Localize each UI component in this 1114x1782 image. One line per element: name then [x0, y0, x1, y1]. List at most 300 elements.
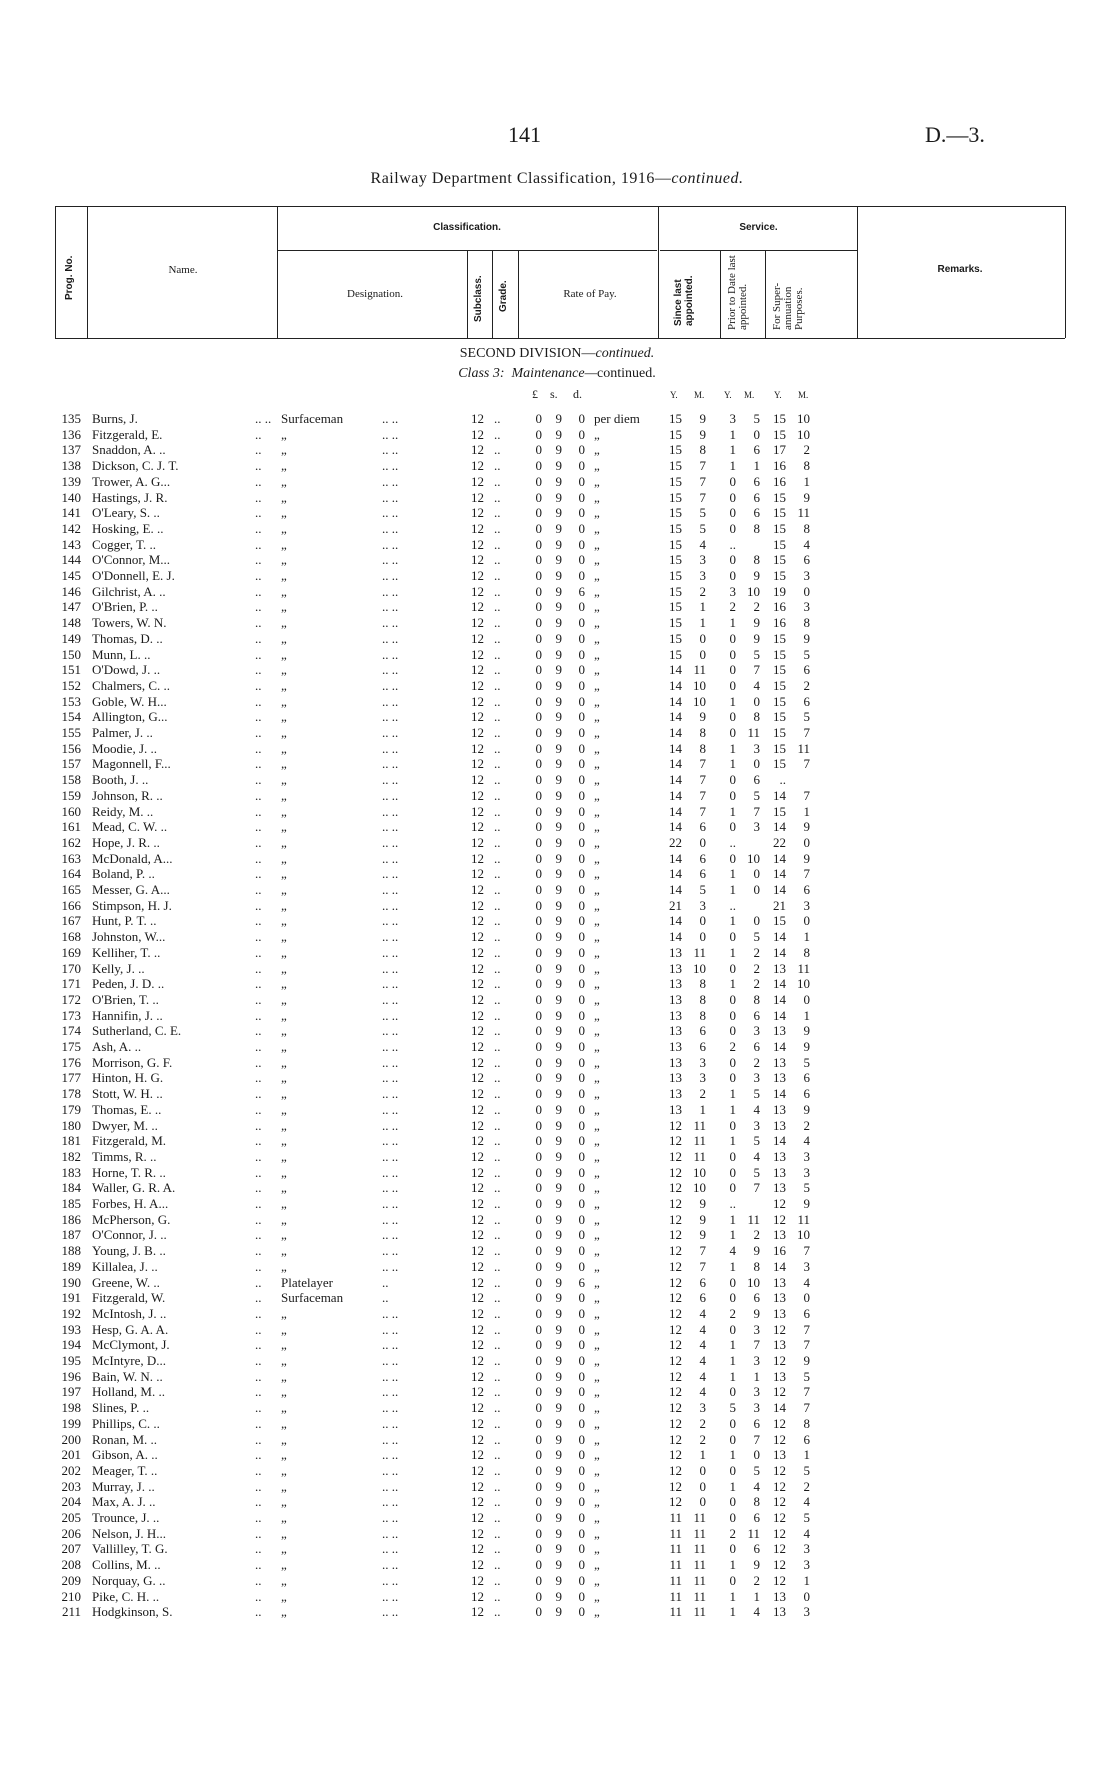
super-months: 6 — [803, 1305, 810, 1321]
super-years: 15 — [773, 646, 786, 662]
pay-pence: 0 — [578, 1447, 585, 1463]
pay-pounds: 0 — [535, 677, 542, 693]
subclass: 12 — [471, 1007, 484, 1023]
since-months: 4 — [699, 1368, 706, 1384]
pay-pence: 0 — [578, 913, 585, 929]
pay-pounds: 0 — [535, 630, 542, 646]
table-row — [0, 1023, 1114, 1038]
pay-pence: 0 — [578, 1384, 585, 1400]
prior-months: 3 — [753, 1384, 760, 1400]
table-row — [0, 1604, 1114, 1619]
pay-period: „ — [594, 1557, 600, 1573]
subclass: 12 — [471, 1070, 484, 1086]
designation: „ — [281, 1431, 287, 1447]
prior-years: 0 — [729, 850, 736, 866]
since-months: 6 — [699, 866, 706, 882]
pay-pounds: 0 — [535, 442, 542, 458]
since-years: 13 — [669, 1054, 682, 1070]
pay-pounds: 0 — [535, 1557, 542, 1573]
table-row — [0, 1510, 1114, 1525]
super-months: 5 — [803, 1510, 810, 1525]
pay-pence: 0 — [578, 929, 585, 945]
pay-period: „ — [594, 1196, 600, 1211]
since-months: 2 — [699, 1086, 706, 1102]
leader-dots: .. .. — [382, 866, 399, 882]
pay-pence: 0 — [578, 1494, 585, 1510]
pay-pounds: 0 — [535, 1274, 542, 1290]
since-months: 3 — [699, 1054, 706, 1070]
pay-pounds: 0 — [535, 473, 542, 489]
leader-dots: .. — [494, 1447, 501, 1463]
since-years: 12 — [669, 1211, 682, 1227]
super-months: 9 — [803, 1023, 810, 1039]
employee-name: Phillips, C. .. — [92, 1415, 160, 1431]
table-row — [0, 1259, 1114, 1274]
super-months: 10 — [797, 1227, 810, 1243]
pay-period: „ — [594, 834, 600, 850]
leader-dots: .. — [255, 1368, 262, 1384]
col-rule — [55, 206, 56, 338]
pay-shillings: 9 — [555, 411, 562, 426]
pay-pence: 0 — [578, 1243, 585, 1259]
since-months: 1 — [699, 615, 706, 631]
since-years: 15 — [669, 599, 682, 615]
pay-pence: 0 — [578, 787, 585, 803]
leader-dots: .. .. — [382, 1321, 399, 1337]
pay-pounds: 0 — [535, 1070, 542, 1086]
employee-name: Boland, P. .. — [92, 866, 155, 882]
employee-name: Killalea, J. .. — [92, 1258, 158, 1274]
prior-months: 6 — [753, 1007, 760, 1023]
prior-months: 2 — [753, 1227, 760, 1243]
leader-dots: .. — [255, 1243, 262, 1259]
prior-years: .. — [729, 1196, 736, 1211]
prior-months: 9 — [753, 630, 760, 646]
leader-dots: .. .. — [255, 411, 272, 426]
header-classification: Classification. — [433, 222, 501, 233]
pay-pence: 0 — [578, 458, 585, 474]
super-years: 14 — [773, 1258, 786, 1274]
employee-name: Slines, P. .. — [92, 1400, 150, 1416]
since-years: 15 — [669, 489, 682, 505]
leader-dots: .. .. — [382, 850, 399, 866]
pay-pounds: 0 — [535, 756, 542, 772]
super-months: 3 — [803, 1148, 810, 1164]
pay-period: „ — [594, 850, 600, 866]
pay-shillings: 9 — [555, 1588, 562, 1604]
header-grade: Grade. — [498, 280, 509, 312]
leader-dots: .. .. — [382, 520, 399, 536]
designation: „ — [281, 819, 287, 835]
leader-dots: .. — [255, 1258, 262, 1274]
employee-name: Booth, J. .. — [92, 772, 149, 788]
pay-pounds: 0 — [535, 1368, 542, 1384]
leader-dots: .. — [494, 1400, 501, 1416]
subclass: 12 — [471, 583, 484, 599]
subclass: 12 — [471, 1164, 484, 1180]
employee-name: Dwyer, M. .. — [92, 1117, 158, 1133]
since-years: 14 — [669, 756, 682, 772]
pay-period: „ — [594, 897, 600, 913]
since-years: 12 — [669, 1431, 682, 1447]
table-row — [0, 1322, 1114, 1337]
prior-months: 5 — [753, 646, 760, 662]
leader-dots: .. — [255, 1447, 262, 1463]
prior-months: 0 — [753, 756, 760, 772]
super-years: 12 — [773, 1525, 786, 1541]
employee-name: O'Brien, T. .. — [92, 991, 159, 1007]
super-months: 7 — [803, 725, 810, 740]
subclass: 12 — [471, 1478, 484, 1494]
pay-pence: 0 — [578, 1400, 585, 1416]
pay-pence: 0 — [578, 1462, 585, 1478]
pay-shillings: 9 — [555, 1196, 562, 1211]
leader-dots: .. — [255, 1478, 262, 1494]
pay-pence: 0 — [578, 1305, 585, 1321]
pay-pounds: 0 — [535, 1400, 542, 1416]
table-row — [0, 599, 1114, 614]
leader-dots: .. — [494, 1337, 501, 1353]
pay-shillings: 9 — [555, 1321, 562, 1337]
pay-pence: 0 — [578, 834, 585, 850]
employee-name: O'Brien, P. .. — [92, 599, 158, 615]
pay-period: „ — [594, 1368, 600, 1384]
pay-period: „ — [594, 1054, 600, 1070]
prog-no: 170 — [61, 960, 81, 976]
leader-dots: .. — [494, 1431, 501, 1447]
prior-years: 0 — [729, 473, 736, 489]
pay-period: „ — [594, 1572, 600, 1588]
prior-years: 0 — [729, 630, 736, 646]
subclass: 12 — [471, 1447, 484, 1463]
prior-months: 8 — [753, 552, 760, 568]
employee-name: Ash, A. .. — [92, 1039, 142, 1054]
leader-dots: .. — [255, 1070, 262, 1086]
pay-pounds: 0 — [535, 1604, 542, 1620]
leader-dots: .. — [494, 646, 501, 662]
super-months: 0 — [803, 991, 810, 1007]
pay-pounds: 0 — [535, 991, 542, 1007]
pay-pence: 0 — [578, 630, 585, 646]
super-years: 16 — [773, 1243, 786, 1259]
leader-dots: .. — [494, 505, 501, 521]
table-row — [0, 631, 1114, 646]
leader-dots: .. — [255, 1415, 262, 1431]
employee-name: Johnston, W... — [92, 929, 166, 945]
subclass: 12 — [471, 677, 484, 693]
leader-dots: .. — [255, 1290, 262, 1306]
designation: „ — [281, 662, 287, 678]
pay-period: „ — [594, 1353, 600, 1368]
col-rule — [765, 250, 766, 338]
prior-months: 7 — [753, 1431, 760, 1447]
table-row — [0, 1275, 1114, 1290]
prog-no: 198 — [61, 1400, 81, 1416]
header-since-last: Since last appointed. — [673, 275, 695, 326]
super-months: 5 — [803, 1054, 810, 1070]
prior-years: 2 — [729, 1305, 736, 1321]
prior-months: 10 — [747, 1274, 760, 1290]
prog-no: 165 — [61, 882, 81, 897]
prior-months: 7 — [753, 662, 760, 678]
since-years: 12 — [669, 1196, 682, 1211]
leader-dots: .. — [494, 944, 501, 960]
pay-period: „ — [594, 505, 600, 521]
header-prior-to: Prior to Date last appointed. — [726, 255, 749, 330]
leader-dots: .. .. — [382, 1227, 399, 1243]
since-years: 14 — [669, 772, 682, 788]
since-years: 15 — [669, 458, 682, 474]
since-years: 12 — [669, 1353, 682, 1368]
employee-name: Reidy, M. .. — [92, 803, 154, 819]
prog-no: 199 — [61, 1415, 81, 1431]
prior-months: 8 — [753, 1258, 760, 1274]
super-months: 8 — [803, 458, 810, 474]
table-row — [0, 1353, 1114, 1368]
leader-dots: .. — [494, 552, 501, 568]
employee-name: Trounce, J. .. — [92, 1510, 160, 1525]
employee-name: Vallilley, T. G. — [92, 1541, 168, 1557]
super-months: 0 — [803, 1290, 810, 1306]
leader-dots: .. .. — [382, 1180, 399, 1196]
prior-years: 4 — [729, 1243, 736, 1259]
since-months: 10 — [693, 1180, 706, 1196]
super-months: 9 — [803, 1353, 810, 1368]
leader-dots: .. — [494, 583, 501, 599]
leader-dots: .. .. — [382, 1211, 399, 1227]
pay-shillings: 9 — [555, 1384, 562, 1400]
subclass: 12 — [471, 489, 484, 505]
designation: „ — [281, 803, 287, 819]
table-row — [0, 458, 1114, 473]
pay-shillings: 9 — [555, 772, 562, 788]
designation: „ — [281, 709, 287, 725]
since-years: 15 — [669, 411, 682, 426]
super-years: 12 — [773, 1494, 786, 1510]
leader-dots: .. — [255, 1086, 262, 1102]
pay-pounds: 0 — [535, 662, 542, 678]
since-months: 9 — [699, 426, 706, 442]
employee-name: Gibson, A. .. — [92, 1447, 158, 1463]
table-row — [0, 945, 1114, 960]
pay-period: „ — [594, 1447, 600, 1463]
designation: „ — [281, 850, 287, 866]
employee-name: O'Leary, S. .. — [92, 505, 160, 521]
prior-years: 1 — [729, 1337, 736, 1353]
pay-pounds: 0 — [535, 772, 542, 788]
super-years: 14 — [773, 1133, 786, 1149]
super-years: 14 — [773, 991, 786, 1007]
prior-months: 5 — [753, 787, 760, 803]
pay-period: „ — [594, 630, 600, 646]
employee-name: Moodie, J. .. — [92, 740, 157, 756]
super-months: 10 — [797, 411, 810, 426]
since-months: 3 — [699, 552, 706, 568]
subclass: 12 — [471, 1604, 484, 1620]
pay-period: „ — [594, 489, 600, 505]
pay-pence: 0 — [578, 1211, 585, 1227]
prior-months: 4 — [753, 1148, 760, 1164]
prior-years: 1 — [729, 1604, 736, 1620]
prog-no: 146 — [61, 583, 81, 599]
pay-shillings: 9 — [555, 850, 562, 866]
pay-pounds: 0 — [535, 787, 542, 803]
employee-name: Holland, M. .. — [92, 1384, 165, 1400]
leader-dots: .. — [494, 536, 501, 552]
leader-dots: .. .. — [382, 1400, 399, 1416]
leader-dots: .. .. — [382, 505, 399, 521]
pay-shillings: 9 — [555, 630, 562, 646]
col-rule — [518, 250, 519, 338]
since-years: 14 — [669, 725, 682, 740]
table-row — [0, 1180, 1114, 1195]
since-years: 15 — [669, 442, 682, 458]
subclass: 12 — [471, 552, 484, 568]
super-years: 13 — [773, 1148, 786, 1164]
pay-shillings: 9 — [555, 819, 562, 835]
pay-pence: 0 — [578, 866, 585, 882]
super-months: 3 — [803, 599, 810, 615]
table-row — [0, 1589, 1114, 1604]
since-months: 5 — [699, 505, 706, 521]
prior-months: 2 — [753, 944, 760, 960]
leader-dots: .. .. — [382, 1368, 399, 1384]
designation: „ — [281, 1321, 287, 1337]
pay-pounds: 0 — [535, 1337, 542, 1353]
super-months: 5 — [803, 1180, 810, 1196]
prior-years: 1 — [729, 740, 736, 756]
prior-years: 0 — [729, 787, 736, 803]
leader-dots: .. — [494, 489, 501, 505]
super-years: 15 — [773, 568, 786, 583]
pay-pence: 0 — [578, 1431, 585, 1447]
super-months: 5 — [803, 1462, 810, 1478]
header-service: Service. — [739, 222, 778, 233]
pay-pence: 6 — [578, 583, 585, 599]
leader-dots: .. — [494, 991, 501, 1007]
prog-no: 138 — [61, 458, 81, 474]
prior-months: 2 — [753, 1572, 760, 1588]
pay-pounds: 0 — [535, 520, 542, 536]
pay-pence: 0 — [578, 1054, 585, 1070]
subclass: 12 — [471, 897, 484, 913]
pay-period: „ — [594, 1400, 600, 1416]
prior-years: .. — [729, 897, 736, 913]
prior-months: 2 — [753, 599, 760, 615]
designation: „ — [281, 1196, 287, 1211]
leader-dots: .. — [255, 834, 262, 850]
designation: „ — [281, 552, 287, 568]
table-row — [0, 1432, 1114, 1447]
prior-months: 10 — [747, 583, 760, 599]
pay-shillings: 9 — [555, 693, 562, 709]
prior-months: 10 — [747, 850, 760, 866]
table-row — [0, 411, 1114, 426]
prior-years: 0 — [729, 819, 736, 835]
prior-years: 0 — [729, 1054, 736, 1070]
employee-name: Stott, W. H. .. — [92, 1086, 163, 1102]
prior-years: 1 — [729, 1211, 736, 1227]
super-years: 13 — [773, 1604, 786, 1620]
leader-dots: .. — [494, 803, 501, 819]
leader-dots: .. — [255, 489, 262, 505]
leader-dots: .. — [255, 536, 262, 552]
table-row — [0, 1447, 1114, 1462]
subclass: 12 — [471, 1541, 484, 1557]
pay-shillings: 9 — [555, 505, 562, 521]
prior-years: 0 — [729, 489, 736, 505]
super-months: 0 — [803, 913, 810, 929]
pay-shillings: 9 — [555, 426, 562, 442]
subclass: 12 — [471, 599, 484, 615]
pay-pounds: 0 — [535, 1447, 542, 1463]
leader-dots: .. — [494, 1384, 501, 1400]
leader-dots: .. — [255, 677, 262, 693]
prior-years: 0 — [729, 725, 736, 740]
pay-pence: 0 — [578, 1541, 585, 1557]
prior-months: 7 — [753, 803, 760, 819]
super-years: 15 — [773, 411, 786, 426]
pay-pence: 0 — [578, 599, 585, 615]
leader-dots: .. .. — [382, 787, 399, 803]
since-years: 11 — [669, 1604, 682, 1620]
leader-dots: .. — [494, 897, 501, 913]
pay-pounds: 0 — [535, 1321, 542, 1337]
super-years: 15 — [773, 756, 786, 772]
pay-period: „ — [594, 1211, 600, 1227]
table-row — [0, 882, 1114, 897]
since-years: 14 — [669, 819, 682, 835]
subclass: 12 — [471, 1148, 484, 1164]
pay-pence: 0 — [578, 1070, 585, 1086]
since-years: 15 — [669, 473, 682, 489]
prior-months: 6 — [753, 1290, 760, 1306]
subclass: 12 — [471, 1588, 484, 1604]
pay-period: „ — [594, 756, 600, 772]
leader-dots: .. — [494, 1196, 501, 1211]
pay-pence: 0 — [578, 1588, 585, 1604]
pay-pounds: 0 — [535, 1007, 542, 1023]
super-months: 0 — [803, 834, 810, 850]
pay-shillings: 9 — [555, 442, 562, 458]
super-years: 15 — [773, 709, 786, 725]
since-months: 0 — [699, 929, 706, 945]
pay-pence: 0 — [578, 1337, 585, 1353]
pay-pence: 0 — [578, 709, 585, 725]
leader-dots: .. .. — [382, 489, 399, 505]
pay-period: „ — [594, 1462, 600, 1478]
subclass: 12 — [471, 1557, 484, 1573]
header-bottom-rule — [55, 338, 1065, 339]
prog-no: 142 — [61, 520, 81, 536]
super-years: 14 — [773, 944, 786, 960]
pay-period: „ — [594, 803, 600, 819]
since-years: 12 — [669, 1148, 682, 1164]
pay-pounds: 0 — [535, 505, 542, 521]
super-years: 14 — [773, 787, 786, 803]
pay-pounds: 0 — [535, 1478, 542, 1494]
leader-dots: .. — [255, 426, 262, 442]
prior-months: 6 — [753, 473, 760, 489]
prior-years: 1 — [729, 1557, 736, 1573]
pay-pounds: 0 — [535, 1039, 542, 1054]
pay-shillings: 9 — [555, 1054, 562, 1070]
employee-name: McDonald, A... — [92, 850, 173, 866]
super-years: 13 — [773, 1117, 786, 1133]
pay-shillings: 9 — [555, 473, 562, 489]
since-months: 8 — [699, 976, 706, 992]
leader-dots: .. .. — [382, 1148, 399, 1164]
